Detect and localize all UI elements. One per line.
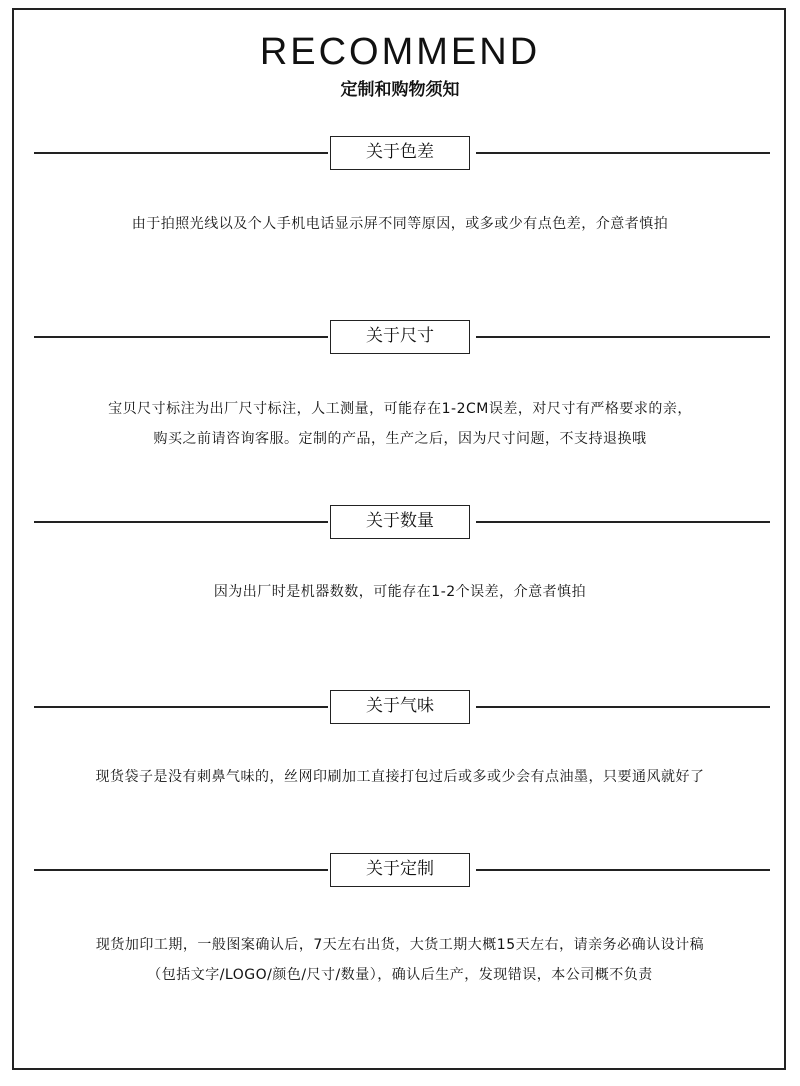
section-text-line: 由于拍照光线以及个人手机电话显示屏不同等原因，或多或少有点色差，介意者慎拍 [131, 216, 669, 232]
divider-line-right [476, 336, 770, 338]
divider-line-left [34, 706, 328, 708]
page-title: RECOMMEND [259, 31, 541, 73]
section-header-smell [0, 690, 800, 724]
section-heading-quantity: 关于数量 [330, 505, 470, 539]
section-text-line: 现货袋子是没有刺鼻气味的，丝网印刷加工直接打包过后或多或少会有点油墨，只要通风就好了 [95, 769, 705, 785]
section-text-line: 购买之前请咨询客服。定制的产品，生产之后，因为尺寸问题，不支持退换哦 [153, 431, 647, 447]
section-header-custom [0, 853, 800, 887]
section-body-quantity [20, 577, 780, 607]
section-body-color [20, 209, 780, 239]
section-text-line: 因为出厂时是机器数数，可能存在1-2个误差，介意者慎拍 [213, 584, 587, 600]
section-text-line: 现货加印工期，一般图案确认后，7天左右出货，大货工期大概15天左右，请亲务必确认设计稿 [95, 937, 705, 953]
section-body-smell [20, 762, 780, 792]
section-body-custom [20, 930, 780, 990]
section-text-line: 宝贝尺寸标注为出厂尺寸标注，人工测量，可能存在1-2CM误差，对尺寸有严格要求的亲， [108, 401, 692, 417]
page-subtitle: 定制和购物须知 [340, 80, 460, 100]
divider-line-right [476, 521, 770, 523]
section-header-size [0, 320, 800, 354]
section-header-color [0, 136, 800, 170]
section-body-size [20, 394, 780, 454]
divider-line-right [476, 152, 770, 154]
divider-line-left [34, 521, 328, 523]
section-text-line: （包括文字/LOGO/颜色/尺寸/数量），确认后生产，发现错误，本公司概不负责 [147, 967, 653, 983]
section-heading-custom: 关于定制 [330, 853, 470, 887]
section-header-quantity [0, 505, 800, 539]
divider-line-left [34, 336, 328, 338]
divider-line-right [476, 706, 770, 708]
divider-line-right [476, 869, 770, 871]
section-heading-smell: 关于气味 [330, 690, 470, 724]
divider-line-left [34, 152, 328, 154]
section-heading-color: 关于色差 [330, 136, 470, 170]
divider-line-left [34, 869, 328, 871]
section-heading-size: 关于尺寸 [330, 320, 470, 354]
